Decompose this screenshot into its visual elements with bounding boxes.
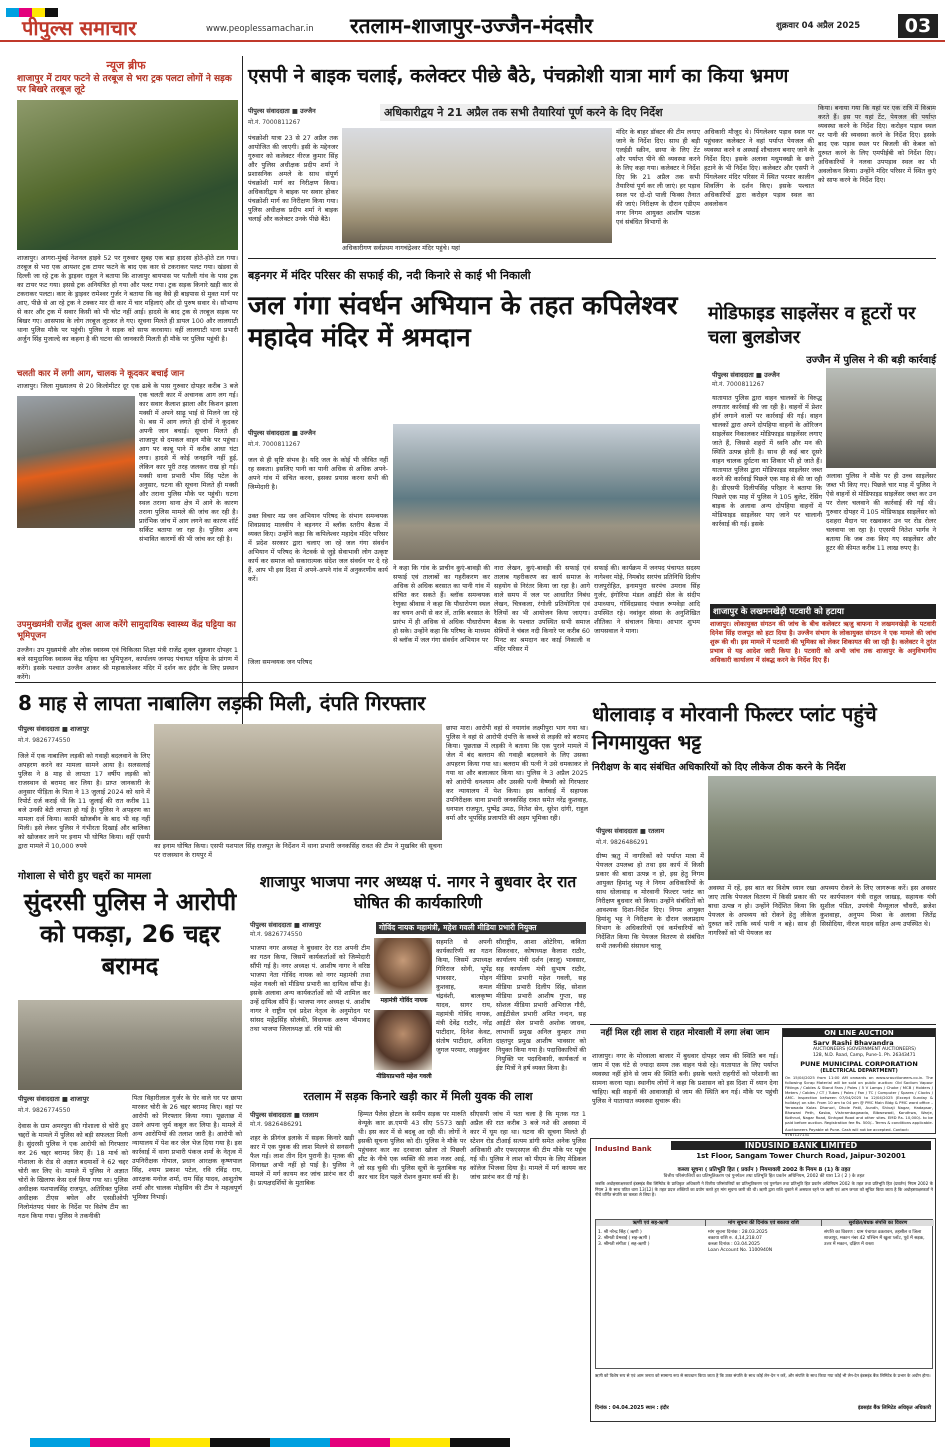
dholawad-subhead: निरीक्षण के बाद संबंधित अधिकारियों को दिए लीकेज ठीक करने के निर्देश — [592, 762, 846, 773]
date-label: शुक्रवार 04 अप्रैल 2025 — [776, 21, 861, 31]
auction-firm-sub: AUCTIONEERS (GOVERNMENT AUCTIONEERS) — [813, 1047, 916, 1052]
missing-girl-col3: छापा मारा। आरोपी वहां से नयागांव लक्ष्मीपुरा भाग गया था। पुलिस ने वहां से आरोपी दंपत्ति के कब्जे से लड़की को बरामद किया। पूछताछ में लड़की ने बताया कि एक पुराने मामले में जेल में बंद बलराम की गवाही बदलवाने के लिए उसका अपहरण किया गया था। बलराम की पत्नी ने उसे धमकाकर ले गया था और बलात्कार किया था। पुलिस ने 3 अप्रैल 2025 को आरोपी धनश्याम और उसकी पत्नी वैष्णवी को गिरफ्तार कर न्यायालय में पेश किया। इस कार्रवाई में सहायक उपनिरीक्षक थाना प्रभारी जनकसिंह रावत समेत नरेंद्र कुशवाह, धनपाल राजपूत, पुष्पेंद्र उमठ, नितेश सेन, सुरेश दांगी, राहुल वर्मा और भूपसिंह प्रजापति की अहम भूमिका रही। — [446, 724, 588, 822]
jal-kicker: बड़नगर में मंदिर परिसर की सफाई की, नदी किनारे से काई भी निकाली — [248, 269, 531, 282]
sp-subhead: अधिकारीद्वय ने 21 अप्रैल तक सभी तैयारियां पूर्ण करने के दिए निर्देश — [380, 104, 935, 121]
road-body-headline: रतलाम में सड़क किनारे खड़ी कार में मिली युवक की लाश — [303, 1090, 533, 1103]
auction-corp: PUNE MUNICIPAL CORPORATION — [800, 1060, 918, 1068]
bank-notice: कब्जा सूचना ( प्रतिभूति हित ( प्रवर्तन ) नियमावली 2002 के नियम 8 (1) के तहत — [677, 1167, 851, 1173]
bank-sub: वित्तीय परिसंपत्तियों का प्रतिभूतिकरण एवं पुनर्गठन तथा प्रतिभूति हित प्रवर्तन अधिनियम, 2002 की धारा 13 ( 2 ) के तहत — [663, 1174, 865, 1179]
bjp-col2: सहमति से अपनी कार्यकारिणी का गठन किया, जिसमें उपाध्यक्ष गिरिराज सोनी, भूपेंद्र भावसार, मोहन कुशवाह, कमल चंद्रवंशी, बालकृष्ण यादव, सागर राय, महामंत्री गोविंद नायक, मंत्री देवेंद्र राठौर, नरेंद्र पाटीदार, दिनेश केवट, संतोष पाटीदार, अनिता जुगल परमार, लाइकुंवर — [436, 938, 492, 1054]
morwani-body: शाजापुर। नगर के मोरवाला बाजार में बुधवार दोपहर जाम की स्थिति बन गई। जाम में एक घंटे से ज्यादा समय तक वाहन फंसे रहे। यातायात के लिए पर्याप्त व्यवस्था नहीं होने से जाम की स्थिति बनी। इसके चलते राहगीरों को परेशानी का सामना करना पड़ा। स्थानीय लोगों ने कहा कि प्रशासन को इस दिशा में ध्यान देना चाहिए। बड़ी वाहनों की आवाजाही से जाम की स्थिति बन गई। मौके पर पहुंची पुलिस ने यातायात व्यवस्था सुचारू की। — [592, 1052, 778, 1105]
bjp-col1: भाजपा नगर अध्यक्ष ने बुधवार देर रात अपनी टीम का गठन किया, जिसमें कार्यकर्ताओं को जिम्मेदारी सौंपी गई है। नगर अध्यक्ष पं. आशीष नागर ने वरिष्ठ भाजपा नेता गोविंद नायक को नगर महामंत्री तथा महेश गवली को मीडिया प्रभारी का दायित्व सौंपा है। इसके अलावा अन्य कार्यकर्ताओं को भी शामिल कर उन्हें दायित्व सौंपे हैं। भाजपा नगर अध्यक्ष पं. आशीष नागर ने राष्ट्रीय एवं प्रदेश नेतृत्व के अनुमोदन पर सांसद महेंद्रसिंह सोलंकी, विधायक अरुण भीमावद तथा भाजपा जिलाध्यक्ष डॉ. रवि पांडे की — [250, 944, 370, 1033]
jal-byline: पीपुल्स संवाददाता ■ उज्जैन — [248, 429, 316, 437]
bjp-headline: शाजापुर भाजपा नगर अध्यक्ष पं. नागर ने बुधवार देर रात घोषित की कार्यकारिणी — [259, 873, 577, 912]
auction-footer: Auctioneers Payable at Pune. Cash will not be accepted. Contact: 9767127131 — [785, 1127, 909, 1137]
jal-headline: जल गंगा संवर्धन अभियान के तहत कपिलेश्वर महादेव मंदिर में श्रमदान — [248, 291, 678, 353]
bjp-caption-mahesh: मीडियाप्रभारी महेश गवली — [376, 1073, 432, 1080]
brief-headline-3: उपमुख्यमंत्री राजेंद्र शुक्ल आज करेंगे सामुदायिक स्वास्थ्य केंद्र घट्टिया का भूमिपूजन — [17, 620, 236, 641]
jal-mobile: मो.नं. 7000811267 — [248, 441, 301, 448]
patwari-body: शाजापुर। लोकायुक्त संगठन की जांच के बीच कलेक्टर ऋजु बाफना ने लखमनखेड़ी के पटवारी दिनेश सिंह राजपूत को हटा दिया है। उज्जैन संभाग के लोकायुक्त संगठन ने एक मामले की जांच शुरू की थी। इस मामले में पटवारी की भूमिका को लेकर शिकायत की जा रही है। कलेक्टर ने तुरंत प्रभाव से यह आदेश जारी किया है। पटवारी को अभी जांच तक शाजापुर के अनुविभागीय अधिकारी कार्यालय में संबद्ध करने के निर्देश दिए हैं। — [710, 620, 936, 664]
auction-banner: ON LINE AUCTION — [783, 1029, 935, 1037]
auction-dept: (ELECTRICAL DEPARTMENT) — [820, 1068, 898, 1074]
dholawad-col1: ग्रीष्म ऋतु में नागरिकों को पर्याप्त मात्रा में पेयजल उपलब्ध हो तथा इस कार्य में किसी प्रकार की बाधा उत्पन्न न हो, इस हेतु निगम आयुक्त हिमांशु भट्ट ने निगम अधिकारियों के साथ धोलावाड़ व मोरवानी फिल्टर प्लांट का निरीक्षण बुधवार को किया। उन्होंने संबंधितों को आवश्यक दिशा-निर्देश दिए। निगम आयुक्त हिमांशु भट्ट ने निरीक्षण के दौरान जलप्रदाय विभाग के अधिकारियों एवं कर्मचारियों को निर्देशित किया कि पेयजल वितरण से संबंधित सभी तकनीकी संसाधन चालू — [596, 852, 704, 950]
brief-body-3: उज्जैन। उप मुख्यमंत्री और लोक स्वास्थ्य एवं चिकित्सा शिक्षा मंत्री राजेंद्र शुक्ल शुक्रवार दोपहर 1 बजे सामुदायिक स्वास्थ्य केंद्र घट्टिया का भूमिपूजन, कार्यालय जनपद पंचायत घट्टिया के प्रांगण में करेंगे। इसके पश्चात उज्जैन आकर श्री महाकालेश्वर मंदिर में दर्शन कर इंदौर के लिए प्रस्थान करेंगे। — [17, 646, 238, 681]
jal-col1c: जिला समन्वयक जन परिषद — [248, 658, 312, 666]
registration-marks — [6, 2, 66, 11]
dholawad-headline: धोलावाड़ व मोरवानी फिल्टर प्लांट पहुंचे निगमायुक्त भट्ट — [592, 702, 877, 754]
bank-name: INDUSIND BANK LIMITED — [671, 1141, 931, 1150]
bank-th2: मांग सूचना की दिनांक एवं बकाया राशि — [706, 1220, 822, 1226]
gaushala-byline: पीपुल्स संवाददाता ■ शाजापुर — [18, 1095, 89, 1103]
missing-girl-photo — [154, 724, 442, 840]
missing-girl-caption: का इनाम घोषित किया। एसपी यशपाल सिंह राजपूत के निर्देशन में थाना प्रभारी जनकसिंह रावत की टीम ने मुखबिर की सूचना पर राजस्थान के रायपुर में — [154, 842, 442, 859]
dholawad-mobile: मो.नं. 9826486291 — [596, 839, 649, 846]
bulldozer-col1: यातायात पुलिस द्वारा वाहन चालकों के विरुद्ध लगातार कार्रवाई की जा रही है। वाहनों में प्रेशर हॉर्न लगाने वालों पर कार्रवाई की गई। वाहन चालकों द्वारा अपने दोपहिया वाहनों के ओरिजन साइलेंसर निकालकर मोडिफाइड साइलेंसर लगाए जाते हैं, जिससे शहरों में ध्वनि और मन की स्थिति उत्पन्न होती है। साथ ही कई बार दूसरे वाहन चालक दुर्घटना का शिकार भी हो जाते हैं। यातायात पुलिस द्वारा मोडिफाइड साइलेंसर जब्त करने की कार्रवाई पिछले एक माह से की जा रही है। डीएसपी दिलीपसिंह परिहार ने बताया कि पिछले एक माह में पुलिस ने 105 बुलेट, रेसिंग बाइक के अलावा अन्य दोपहिया वाहनों में मोडिफाइड साइलेंसर पाए जाने पर चालानी कार्रवाई की गई। इसके — [712, 394, 822, 528]
sp-headline: एसपी ने बाइक चलाई, कलेक्टर पीछे बैठे, पंचक्रोशी यात्रा मार्ग का किया भ्रमण — [248, 65, 789, 87]
jal-col3: नारा लेखन, कुएं-बावड़ी की सफाई एवं तालाब गहरीकरण का कार्य समाज के सहयोग से निरंतर किया जा रहा है। आगे वाले समय में जल पर आधारित निबंध लेखन, चित्रकला, रंगोली प्रतियोगिता एवं रैलियों का भी आयोजन किया जाएगा। बैठक के पश्चात उपस्थित सभी समाज सेवियों ने चंबल नदी किनारे पर करीब 60 मिनट का श्रमदान कर काई निकाली व मंदिर परिसर में — [494, 564, 590, 653]
bank-r1: 1. श्री नरेन्द्र सिंह ( ऋणी ) 2. श्रीमती प्रेमबाई ( सह-ऋणी ) 3. श्रीमती संगीता ( सह-ऋणी ) — [598, 1230, 651, 1247]
missing-girl-byline: पीपुल्स संवाददाता ■ शाजापुर — [18, 725, 89, 733]
column-divider — [242, 56, 243, 736]
bulldozer-photo — [826, 368, 936, 468]
gaushala-photo — [18, 1000, 242, 1090]
bjp-caption-govind: महामंत्री गोविंद नायक — [380, 997, 428, 1004]
sp-bike-photo — [342, 128, 612, 243]
gaushala-mobile: मो.नं. 9826774550 — [18, 1107, 71, 1114]
road-body-col2: हिम्मत पैलेस होटल के समीप सड़क पर मारुति वेन्यूके कार क्र.एमपी 43 सीए 5573 खड़ी थी। इस कार में से बदबू आ रही थी। लोगों ने इसकी सूचना पुलिस को दी। पुलिस ने मौके पर पहुंचकर कार का दरवाजा खोला तो पिछली सीट के नीचे एक व्यक्ति की लाश नजर आई, जो सड़ चुकी थी। पुलिस सूत्रों के मुताबिक यह कार चार दिन पहले रोशन कुमार वर्मा की है। — [358, 1110, 466, 1181]
dholawad-col2: अवस्था में रहें, इस बात का विशेष ध्यान रखा जाए ताकि पेयजल वितरण में किसी प्रकार की बाधा उत्पन्न न हो। उन्होंने निर्देशित किया कि पेयजल के अपव्यय को रोकने हेतु लीकेज दुरुस्त करें ताकि व्यर्थ पानी न बहे। साथ ही नागरिकों को भी पेयजल का — [708, 884, 816, 937]
gaushala-kicker: गोशाला से चोरी हुए चद्दरों का मामला — [18, 871, 152, 882]
masthead-logo: पीपुल्स समाचार — [22, 16, 137, 40]
indusind-ad — [590, 1138, 936, 1422]
bjp-photo-mahesh — [374, 1010, 432, 1070]
sp-col3: अधिकारी मौजूद थे। पिंगलेश्वर पड़ाव स्थल पर पहुंचकर कलेक्टर ने वहां पर्याप्त पेयजल की व्यवस्था करने व अस्थाई शौचालय बनाए जाने के निर्देश दिए। इसके अलावा मधुमक्खी के छत्ते हटाने के भी निर्देश दिए। कलेक्टर और एसपी ने पिंगलेश्वर मंदिर परिसर में स्थित परमार कालीन शिवलिंग के दर्शन किए। इसके पश्चात अधिकारियों द्वारा करोहन पड़ाव स्थल का अवलोकन — [704, 128, 814, 208]
bank-table — [595, 1219, 933, 1369]
bulldozer-headline: मोडिफाइड साइलेंसर व हूटरों पर चला बुलडोजर — [708, 303, 916, 348]
bank-footer: ऋणी को विशेष रूप से एवं आम जनता को सामान्य रूप से सावधान किया जाता है कि उक्त संपत्ति के साथ कोई लेन-देन न करें, और संपत्ति के साथ किया गया कोई भी लेन-देन इंडसइंड बैंक लिमिटेड के प्रभार के अधीन होगा। — [595, 1373, 931, 1378]
bulldozer-mobile: मो.नं. 7000811267 — [712, 381, 765, 388]
bank-r2: मांग सूचना दिनांक : 28.03.2025 बकाया राशि रु. 4,14,218.07 कब्जा दिनांक : 03.04.2025 Loan Account No. 1100940N — [708, 1230, 773, 1253]
brief-headline-2: चलती कार में लगी आग, चालक ने कूदकर बचाई जान — [17, 369, 185, 379]
bank-sign-date: दिनांक : 04.04.2025 स्थान : इंदौर — [595, 1405, 669, 1411]
auction-ad — [782, 1028, 936, 1137]
bjp-col3: सौराष्ट्रीय, आशा ओटेरिया, कविता सिकरवार, कोषाध्यक्ष कैलाश राठौर, कार्यालय मंत्री दर्शन (कालू) भावसार, सह कार्यालय मंत्री सुभाष राठौर, मीडिया प्रभारी महेश गवली, सह मीडिया प्रभारी दिलीप सिंह, सोशल मीडिया प्रभारी आशीष गुप्ता, सह सोशल मीडिया प्रभारी अभिराज गौरी, आईटीसेल प्रभारी अमित नन्दन, सह आईटी सेल प्रभारी अशोक जाधव, लाभार्थी प्रमुख अनिल कुम्हार तथा दाह्तपुर प्रमुख आशीष भावसार को नियुक्त किया गया है। पदाधिकारियों की नियुक्ति पर पदाधिकारी, कार्यकर्ता व ईष्ट मित्रों ने हर्ष व्यक्त किया है। — [496, 938, 586, 1072]
dholawad-byline: पीपुल्स संवाददाता ■ रतलाम — [596, 827, 665, 835]
news-brief-label: न्यूज ब्रीफ — [106, 59, 146, 72]
jal-col2: ने कहा कि गांव के प्राचीन कुएं-बावड़ी की सफाई एवं तालाबों का गहरीकरण कर अधिक से अधिक बरसात का पानी गांव में संचित कर सकते हैं। ब्लॉक समन्वयक रेणुका श्रीवास ने कहा कि पौधारोपण स्थल का चयन अभी से कर लें, ताकि बरसात के प्रारंभ में ही अधिक से अधिक पौधारोपण हो सके। उन्होंने कहा कि परिषद के माध्यम से ब्लॉक में जल गंगा संवर्धन अभियान पर — [393, 564, 490, 644]
morwani-headline: नहीं मिल रही लाश से राहत मोरवाली में लगा लंबा जाम — [600, 1028, 770, 1038]
sp-mobile: मो.नं. 7000811267 — [248, 119, 301, 126]
missing-girl-col1: जिले में एक नाबालिग लड़की को गवाही बदलवाने के लिए अपहरण करने का मामला सामने आया है। सलसलाई पुलिस ने 8 माह से लापता 17 वर्षीय लड़की को राजस्थान से बरामद कर लिया है। प्राप्त जानकारी के अनुसार पीड़िता के पिता ने 13 जुलाई 2024 को थाने में रिपोर्ट दर्ज कराई थी कि 11 जुलाई की रात करीब 11 बजे उनकी बेटी लापता हो गई है। पुलिस ने अपहरण का मामला दर्ज किया। काफी खोजबीन के बाद भी वह नहीं मिली। इसे लेकर पुलिस ने गंभीरता दिखाई और बालिका को खोजकर लाने पर इनाम भी घोषित किया। वहीं एसपी द्वारा मामले में 10,000 रुपये — [18, 752, 150, 850]
brief-body-2: शाजापुर। जिला मुख्यालय से 20 किलोमीटर दूर एक ढाबे के पास गुरुवार दोपहर करीब 3 बजे एक चलती कार में अचानक आग लग गई। कार सवार कैलाश झाला और किशन झाला मक्सी में अपने साढ़ू भाई से मिलने जा रहे थे। बस में आग लगते ही दोनों ने कूदकर अपनी जान बचाई। सूचना मिलते ही शाजापुर से दमकल वाहन मौके पर पहुंचा। आग पर काबू पाने में करीब आधा घंटा लगा। हादसे में कोई जनहानि नहीं हुई, लेकिन कार पूरी तरह जलकर राख हो गई। मक्सी थाना प्रभारी भीम सिंह पटेल के अनुसार, घटना की सूचना मिलते ही मक्सी और तराना पुलिस मौके पर पहुंची। घटना स्थल तराना थाना क्षेत्र में आने के कारण तराना पुलिस मामले की जांच कर रही है। प्रारंभिक जांच में आग लगने का कारण शॉर्ट सर्किट बताया जा रहा है। पुलिस अन्य संभावित कारणों की भी जांच कर रही है। — [17, 382, 238, 543]
bank-body: जबकि अधोहस्ताक्षरकर्ता इंडसइंड बैंक लिमिटेड के प्राधिकृत अधिकारी ने वित्तीय परिसंपत्तियों का प्रतिभूतिकरण एवं पुनर्गठन तथा प्रतिभूति हित प्रवर्तन अधिनियम 2002 के तहत तथा प्रतिभूति हित (प्रवर्तन) नियम 2002 के नियम 3 के साथ पठित धारा 13(12) के तहत प्रदत्त शक्तियों का प्रयोग करते हुए मांग सूचना जारी की थी। ऋणी द्वारा राशि चुकाने में असफल रहने पर ऋणी एवं आम जनता को सूचित किया जाता है कि अधोहस्ताक्षरकर्ता ने नीचे वर्णित संपत्ति का कब्जा ले लिया है। — [595, 1181, 933, 1197]
bank-r3: संपत्ति का विवरण : ग्राम पंचायत ढकरावन, तहसील व जिला शाजापुर, मकान नंबर 42 पश्चिम में खुला प्लॉट, पूर्व में सड़क, उत्तर में मकान, दक्षिण में रास्ता — [824, 1230, 925, 1247]
auction-firm: Sarv Rashi Bhavandra — [813, 1039, 894, 1047]
gaushala-col1: देवास के ग्राम अमरपुरा की गोशाला से चोरी हुए चद्दरों के मामले में पुलिस को बड़ी सफलता मिली है। सुंदरसी पुलिस ने एक आरोपी को गिरफ्तार कर 26 चद्दर बरामद किए हैं। 18 मार्च को गोशाला के रोड से अज्ञात बदमाशों ने 62 चद्दर चोरी कर लिए थे। मामले में पुलिस ने अज्ञात चोरों के खिलाफ केस दर्ज किया गया था। पुलिस अधीक्षक यशपालसिंह राजपूत, अतिरिक्त पुलिस अधीक्षक टीएस बघेल और एसडीओपी निलोमंतपद पंवार के निर्देश पर विशेष टीम का गठन किया गया। पुलिस ने तकनीकी — [18, 1122, 128, 1220]
dholawad-col3: अपव्यय रोकने के लिए जागरूक करें। इस अवसर पर कार्यपालन यंत्री राहुल जाखड़, सहायक यंत्री सुशील पंडित, उपयंत्री मैथ्यूलाल चौधरी, ब्रजेश कुशवाहा, अनुपम मिश्रा के अलावा जितेंद्र सिसोदिया, नीरज यादव सहित अन्य उपस्थित थे। — [820, 884, 936, 928]
bjp-mobile: मो.नं. 9826774550 — [250, 931, 303, 938]
sp-col4: किया। बनाया गया कि यहां पर एक रात्रि में विश्राम करते हैं। इस पर यहां टेंट, पेयजल की पर्याप्त व्यवस्था करने के निर्देश दिए। करोहन पड़ाव स्थल पर पानी की व्यवस्था करने के निर्देश दिए। इसके बाद एक पड़ाव स्थल पर बिजली की केबल को दुरुस्त करने के लिए एमपीईबी को निर्देश दिए। अधिकारियों ने नलवा उपपड़ाव स्थल का भी अवलोकन किया। उन्होंने मंदिर परिसर में स्थित कुएं को साफ करने के निर्देश दिए। — [818, 104, 936, 184]
sp-col2: मंदिर के बाहर डॉक्टर की टीम लगाए जाने के निर्देश दिए। साथ ही बड़ी एलईडी स्क्रीन, छाया के लिए टेंट और पर्याप्त पीने की व्यवस्था करने के लिए कहा गया। कलेक्टर ने निर्देश दिए कि 21 अप्रैल तक सभी तैयारियां पूर्ण कर ली जाएं। हर पड़ाव स्थल पर दो-दो पाली फिक्स तैनात की जाएं। निरीक्षण के दौरान एडीएम नगर निगम आयुक्त आशीष पाठक एवं संबंधित विभागों के — [616, 128, 700, 226]
dholawad-photo — [708, 776, 936, 880]
auction-addr: 128, N.D. Road, Camp, Pune-1. Ph. 26343471 — [813, 1053, 916, 1058]
sp-byline: पीपुल्स संवाददाता ■ उज्जैन — [248, 107, 316, 115]
gaushala-col2: पिता विहारीलाल गुर्जर के घेर वाले घर पर छापा मारकर चोरी के 26 चद्दर बरामद किए। वहां पर आरोपी को गिरफ्तार किया गया। पूछताछ में उसने अपना जुर्म कबूल कर लिया है। मामले में अन्य आरोपियों की तलाश जारी है। आरोपी को न्यायालय में पेश कर जेल भेज दिया गया है। इस कार्रवाई में थाना प्रभारी पंकज शर्मा के नेतृत्व में उपनिरीक्षक गोपाल, प्रधान आरक्षक कृष्णपाल सिंह, श्याम प्रकाश पटेल, रवि रविंद्र राय, आरक्षक मनोज शर्मा, राम सिंह यादव, आशुतोष शर्मा और चालक मोहसिन की टीम ने महत्वपूर्ण भूमिका निभाई। — [132, 1094, 242, 1201]
masthead — [0, 0, 945, 42]
masthead-website: www.peoplessamachar.in — [206, 24, 314, 34]
jal-river-photo — [393, 424, 700, 560]
bulldozer-byline: पीपुल्स संवाददाता ■ उज्जैन — [712, 371, 780, 379]
auction-body: On 15/04/2025 from 11:00 AM onwards on www.srauctioneers.co.in. The following Scrap Material will be sold on public auction: Old Sodium Vapour Fittings / Cables & Stand Fans / Poles / 5 V Lamps / Choke / MCB / Holders / Meters / Cables / CT / Tubes / Poles / Fan / TC / Computer / Spares / Clocks / AMC. Inspection between 07/04/2025 to 12/04/2025 (Except Sunday & holiday) on site. From 10 am to 04 pm @ PMC Main Bldg & PMC ward office – Yerawada Kalas Dhanori, Dhole Patil, Aundh, Shivaji Nagar, Hadapsar, Bhawani Peth, Kasba, Vishrambagwada, Bibwewadi, Kondhwa, Warje, Kothrud, Nagar Road, Sinhgad Road and other sites. EMD Rs. 10,000/- to be paid before auction. Registration fee Rs. 500/-. Terms & conditions applicable. — [785, 1075, 933, 1125]
road-body-mobile: मो.नं. 9826486291 — [250, 1121, 303, 1128]
missing-girl-headline: 8 माह से लापता नाबालिग लड़की मिली, दंपति गिरफ्तार — [18, 691, 426, 715]
bulldozer-col2: अलावा पुलिस ने मौके पर ही उच्च साइलेंसर जब्त भी किए गए। पिछले चार माह में पुलिस ने ऐसे वाहनों से मोडिफाइड साइलेंसर जब्त कर उन पर रोलर चलवाने की कार्रवाई की गई थी। गुरुवार दोपहर में 105 मोडिफाइड साइलेंसर को दशहरा मैदान पर रखवाकर उन पर रोड रोलर चलवाया जा रहा है। एएसपी नितेश भार्गव ने बताया कि जब तक किए गए साइलेंसर और हूटर की कीमत करीब 11 लाख रुपए है। — [826, 472, 936, 552]
page-number: 03 — [898, 14, 938, 38]
dholawad-rule — [590, 1024, 936, 1025]
bjp-subhead: गोविंद नायक महामंत्री, महेश गवली मीडिया प्रभारी नियुक्त — [376, 922, 586, 934]
jal-col1a: जल से ही सृष्टि संभव है। यदि जल के कोई भी जीवित नहीं रह सकता। इसलिए पानी का पानी अधिक से अधिक अपने-अपने गांव में संचित करना, इसका प्रयास करना सभी की जिम्मेदारी है। — [248, 456, 388, 491]
registration-bar — [30, 1432, 910, 1441]
jal-col4: सफाई की। कार्यक्रम में जनपद पंचायत सदस्य नागेश्वर मोहे, निमबोद सरपंच प्रतिनिधि दिलीप राजपुरोहित, इनामपुरा सरपंच उमराव सिंह गुर्जर, इंगोरिया मंडल आईटी सेल के संदीप उपाध्याय, गोविंदप्रसाद पंचाल रूपवेड़ा आदि उपस्थित रहे। नवांकुर संस्था के अनुशिखित शीतिका ने संचालन किया। आभार शुभम जायसवाल ने माना। — [594, 564, 700, 635]
bank-addr: 1st Floor, Sangam Tower Church Road, Jaipur-302001 — [696, 1152, 906, 1160]
brief-body-1: शाजापुर। आगरा-मुंबई नेशनल हाइवे 52 पर गुरुवार सुबह एक बड़ा हादसा होते-होते टल गया। तरबूज से भरा एक आयशर ट्रक टायर फटने के बाद एक कार से टकराकर पलट गया। खंडवा से दिल्ली जा रहे ट्रक के ड्राइवर राहुल ने बताया कि शाजापुर बायपास पर पतौली गांव के पास ट्रक का टायर फट गया। इससे ट्रक अनियंत्रित हो गया और पलट गया। ट्रक सड़क किनारे खड़ी कार से टकराकर पलटा। कार के ड्राइवर रामेश्वर गुर्जर ने बताया कि वह वैसे ही बाइपास से मुक्त मार्ग पर आए, पीछे से आ रहे ट्रक ने टक्कर मार दी कार में चार महिलाएं और दो पुरुष सवार थे। सौभाग्य से कार और ट्रक में सवार किसी को भी चोट नहीं आई। हादसे के बाद ट्रक से तरबूज सड़क पर बिखर गए। आसपास के लोग तरबूज लूटकर ले गए। सूचना मिलते ही डायल 100 और लालघाटी थाना पुलिस मौके पर पहुंची। पुलिस ने सड़क को साफ करवाया। वहीं लालघाटी थाना प्रभारी अर्जुन सिंह मुजाल्दे का कहना है की घटना की जानकारी मिलती ही मौके पर पुलिस पहुंची है। — [17, 254, 238, 343]
watermelon-truck-photo — [17, 100, 238, 250]
patwari-headline: शाजापुर के लखमनखेड़ी पटवारी को हटाया — [710, 604, 936, 619]
news-brief-column — [15, 56, 240, 838]
bank-th1: ऋणी एवं सह-ऋणी — [596, 1220, 706, 1226]
bank-sign: इंडसइंड बैंक लिमिटेड अधिकृत अधिकारी — [857, 1405, 931, 1411]
gaushala-headline: सुंदरसी पुलिस ने आरोपी को पकड़ा, 26 चद्दर बरामद — [23, 888, 237, 980]
missing-girl-mobile: मो.नं. 9826774550 — [18, 737, 71, 744]
mid-rule — [15, 682, 936, 683]
sp-bottom-rule — [248, 258, 936, 259]
bank-logo: IndusInd Bank — [595, 1145, 652, 1153]
bulldozer-subhead: उज्जैन में पुलिस ने की बड़ी कार्रवाई — [806, 355, 936, 366]
edition-title: रतलाम-शाजापुर-उज्जैन-मंदसौर — [350, 14, 593, 38]
bjp-photo-govind — [374, 938, 432, 994]
sp-photo-caption: अधिकारीगण सर्वप्रथम नागचंद्रेश्वर मंदिर पहुंचे। यहां — [342, 244, 460, 252]
road-body-col1: शहर के फ्रीगंज इलाके में सड़क किनारे खड़ी कार में एक युवक की लाश मिलने से सनसनी फैल गई। लाश तीन दिन पुरानी है। मृतक की शिनाख्त अभी नहीं हो पाई है। पुलिस ने मामले में मर्ग कायम कर जांच प्रारंभ कर दी है। प्रत्यक्षदर्शियों के मुताबिक — [250, 1134, 354, 1187]
bank-th3: सुरक्षित/बंधक संपत्ति का विवरण — [822, 1220, 934, 1226]
road-body-col3: सीएसपी जांच में पता चला है कि मृतक गत 1 अप्रैल की रात करीब 3 बजे नशे की अवस्था में कार में घूम रहा था। घटना की सूचना मिलते ही स्टेशन रोड टीआई सत्यम डांगी समेत अनेक पुलिस अधिकारी और एफएसएल की टीम मौके पर पहुंच गई थी। पुलिस ने लाश को पीएम के लिए मेडिकल कॉलेज भिजवा दिया है। मामले में मर्ग कायम कर जांच प्रारंभ कर दी गई है। — [470, 1110, 586, 1181]
bjp-byline: पीपुल्स संवाददाता ■ शाजापुर — [250, 921, 321, 929]
jal-col1b: उक्त विचार मप्र जन अभियान परिषद के संभाग समन्वयक शिवप्रसाद मालवीय ने बड़नगर में ब्लॉक स्तरीय बैठक में व्यक्त किए। उन्होंने कहा कि कपिलेश्वर महादेव मंदिर परिसर में प्रदेश सरकार द्वारा चलाए जा रहे जल गंगा संवर्धन अभियान में परिषद के नेटवर्क से जुड़े सेवाभावी लोग उत्कृष्ट कार्य कर समाज को सकारात्मक संदेश जल संवर्धन पर दे रहे हैं, आप भी इस दिशा में अपने-अपने गांव में अनुकरणीय कार्य करें। — [248, 512, 388, 583]
road-body-byline: पीपुल्स संवाददाता ■ रतलाम — [250, 1111, 319, 1119]
sp-col1: पंचक्रोशी यात्रा 23 से 27 अप्रैल तक आयोजित की जाएगी। इसी के मद्देनजर गुरुवार को कलेक्टर नीरज कुमार सिंह और पुलिस अधीक्षक प्रदीप शर्मा ने प्रशासनिक अमले के साथ संपूर्ण पंचक्रोशी मार्ग का निरीक्षण किया। अधिकारीद्वय ने बाइक पर सवार होकर पंचक्रोशी मार्ग का निरीक्षण किया गया। पुलिस अधीक्षक प्रदीप शर्मा ने बाइक चलाई और कलेक्टर उनके पीछे बैठे। — [248, 134, 338, 223]
brief-headline-1: शाजापुर में टायर फटने से तरबूज से भरा ट्रक पलटा लोगों ने सड़क पर बिखरे तरबूज लूटे — [17, 74, 232, 95]
